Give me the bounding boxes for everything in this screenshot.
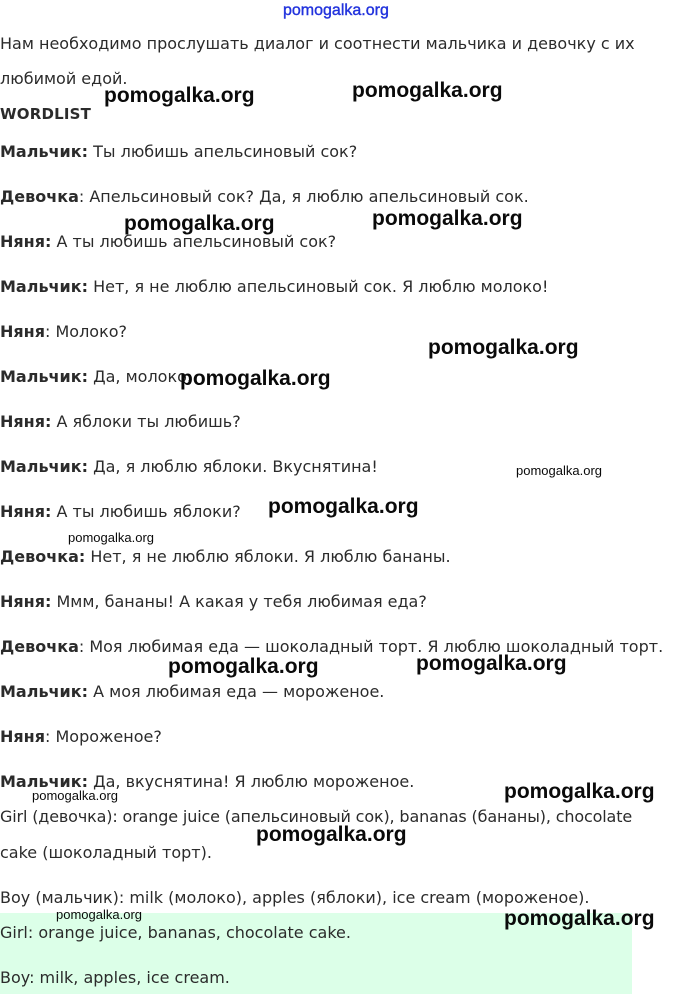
speaker: Мальчик:	[0, 367, 89, 386]
utterance: А ты любишь апельсиновый сок?	[51, 232, 337, 251]
watermark: pomogalka.org	[504, 780, 655, 803]
utterance: А моя любимая еда — мороженое.	[88, 682, 385, 701]
utterance: : Молоко?	[45, 322, 128, 341]
speaker: Няня	[0, 322, 45, 341]
watermark: pomogalka.org	[68, 530, 154, 545]
watermark: pomogalka.org	[352, 79, 503, 102]
dialogue-line	[0, 502, 241, 522]
speaker: Мальчик:	[0, 142, 89, 161]
utterance: А яблоки ты любишь?	[51, 412, 241, 431]
utterance: Ты любишь апельсиновый сок?	[88, 142, 358, 161]
watermark: pomogalka.org	[180, 367, 331, 390]
speaker: Мальчик:	[0, 682, 89, 701]
dialogue-line	[0, 682, 384, 702]
intro-line-1: Нам необходимо прослушать диалог и соотнести мальчика и девочку с их	[0, 34, 635, 53]
watermark: pomogalka.org	[416, 652, 567, 675]
speaker: Девочка	[0, 187, 79, 206]
dialogue-line	[0, 142, 357, 162]
watermark: pomogalka.org	[56, 907, 142, 922]
boy-summary-line: Boy (мальчик): milk (молоко), apples (яблоки), ice cream (мороженое).	[0, 888, 590, 907]
utterance: Ммм, бананы! А какая у тебя любимая еда?	[51, 592, 427, 611]
dialogue-line	[0, 187, 529, 207]
speaker: Девочка:	[0, 547, 86, 566]
speaker: Мальчик:	[0, 457, 89, 476]
utterance: : Апельсиновый сок? Да, я люблю апельсиновый сок.	[78, 187, 529, 206]
dialogue-line	[0, 457, 378, 477]
utterance: : Моя любимая еда — шоколадный торт. Я люблю шоколадный торт.	[78, 637, 664, 656]
watermark: pomogalka.org	[268, 495, 419, 518]
watermark: pomogalka.org	[428, 336, 579, 359]
watermark: pomogalka.org	[168, 655, 319, 678]
speaker: Няня:	[0, 232, 52, 251]
speaker: Няня	[0, 727, 45, 746]
speaker: Девочка	[0, 637, 79, 656]
dialogue-line	[0, 322, 127, 342]
utterance: Да, я люблю яблоки. Вкуснятина!	[88, 457, 378, 476]
watermark: pomogalka.org	[32, 788, 118, 803]
utterance: А ты любишь яблоки?	[51, 502, 241, 521]
watermark: pomogalka.org	[104, 84, 255, 107]
watermark: pomogalka.org	[516, 463, 602, 478]
utterance: Да, вкуснятина! Я люблю мороженое.	[88, 772, 415, 791]
watermark-top: pomogalka.org	[283, 2, 389, 19]
utterance: Нет, я не люблю яблоки. Я люблю бананы.	[85, 547, 451, 566]
utterance: Нет, я не люблю апельсиновый сок. Я люблю молоко!	[88, 277, 549, 296]
watermark: pomogalka.org	[124, 212, 275, 235]
watermark: pomogalka.org	[504, 907, 655, 930]
speaker: Мальчик:	[0, 772, 89, 791]
speaker: Няня:	[0, 592, 52, 611]
answer-girl: Girl: orange juice, bananas, chocolate cake.	[0, 923, 351, 942]
watermark: pomogalka.org	[372, 207, 523, 230]
dialogue-line	[0, 367, 192, 387]
dialogue-line	[0, 727, 162, 747]
speaker: Няня:	[0, 502, 52, 521]
watermark: pomogalka.org	[256, 823, 407, 846]
utterance: : Мороженое?	[45, 727, 162, 746]
intro-line-2: любимой едой.	[0, 69, 128, 88]
dialogue-line	[0, 547, 451, 567]
wordlist-heading: WORDLIST	[0, 105, 92, 123]
speaker: Няня:	[0, 412, 52, 431]
dialogue-line	[0, 277, 548, 297]
speaker: Мальчик:	[0, 277, 89, 296]
utterance: Да, молоко.	[88, 367, 192, 386]
dialogue-line	[0, 592, 427, 612]
answer-boy: Boy: milk, apples, ice cream.	[0, 968, 230, 987]
girl-summary-line-2: cake (шоколадный торт).	[0, 843, 212, 862]
girl-summary-line-1: Girl (девочка): orange juice (апельсиновый сок), bananas (бананы), chocolate	[0, 807, 633, 826]
dialogue-line	[0, 412, 241, 432]
